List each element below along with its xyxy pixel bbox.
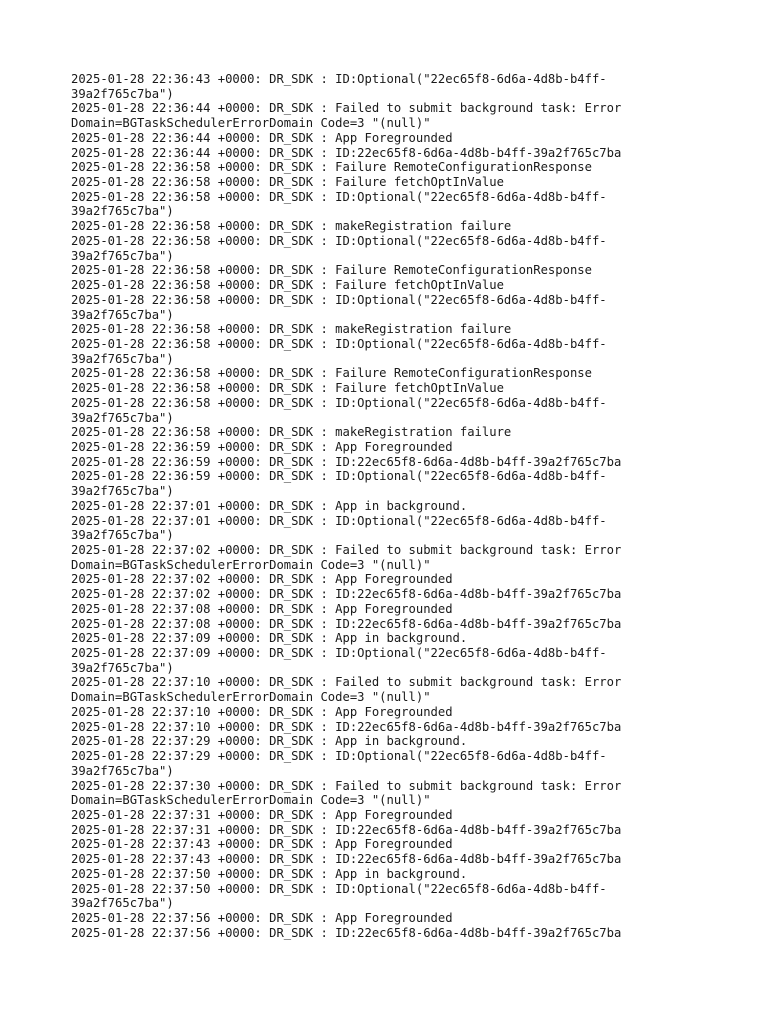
log-line: 2025-01-28 22:36:58 +0000: DR_SDK : makeRegistration failure [71,219,512,234]
log-line: 39a2f765c7ba") [71,660,174,675]
log-line: 2025-01-28 22:37:10 +0000: DR_SDK : Failed to submit background task: Error [71,675,622,690]
log-line: 2025-01-28 22:37:50 +0000: DR_SDK : ID:Optional("22ec65f8-6d6a-4d8b-b4ff- [71,881,607,896]
log-line: 2025-01-28 22:37:30 +0000: DR_SDK : Failed to submit background task: Error [71,778,622,793]
log-line: 39a2f765c7ba") [71,351,174,366]
log-line: 2025-01-28 22:37:09 +0000: DR_SDK : App in background. [71,631,468,646]
log-line: 2025-01-28 22:37:56 +0000: DR_SDK : ID:22ec65f8-6d6a-4d8b-b4ff-39a2f765c7ba [71,925,622,940]
log-line: 2025-01-28 22:36:44 +0000: DR_SDK : Failed to submit background task: Error [71,101,622,116]
log-line: 2025-01-28 22:36:59 +0000: DR_SDK : ID:Optional("22ec65f8-6d6a-4d8b-b4ff- [71,469,607,484]
log-line: 2025-01-28 22:37:10 +0000: DR_SDK : App Foregrounded [71,704,453,719]
log-line: 2025-01-28 22:36:58 +0000: DR_SDK : Failure fetchOptInValue [71,278,504,293]
log-line: 2025-01-28 22:37:29 +0000: DR_SDK : App in background. [71,734,468,749]
log-line: 39a2f765c7ba") [71,484,174,499]
log-line: 2025-01-28 22:36:58 +0000: DR_SDK : ID:Optional("22ec65f8-6d6a-4d8b-b4ff- [71,395,607,410]
log-line: 2025-01-28 22:37:01 +0000: DR_SDK : ID:Optional("22ec65f8-6d6a-4d8b-b4ff- [71,513,607,528]
log-line: 2025-01-28 22:36:44 +0000: DR_SDK : App Foregrounded [71,130,453,145]
log-line: 2025-01-28 22:36:58 +0000: DR_SDK : makeRegistration failure [71,322,512,337]
log-line: 2025-01-28 22:36:59 +0000: DR_SDK : ID:22ec65f8-6d6a-4d8b-b4ff-39a2f765c7ba [71,454,622,469]
log-line: 2025-01-28 22:36:59 +0000: DR_SDK : App Foregrounded [71,439,453,454]
log-line: 2025-01-28 22:37:50 +0000: DR_SDK : App in background. [71,866,468,881]
log-line: 39a2f765c7ba") [71,528,174,543]
log-line: 2025-01-28 22:36:58 +0000: DR_SDK : makeRegistration failure [71,425,512,440]
log-line: 2025-01-28 22:37:10 +0000: DR_SDK : ID:22ec65f8-6d6a-4d8b-b4ff-39a2f765c7ba [71,719,622,734]
log-line: 2025-01-28 22:37:08 +0000: DR_SDK : App Foregrounded [71,601,453,616]
log-line: 2025-01-28 22:37:02 +0000: DR_SDK : App Foregrounded [71,572,453,587]
log-line: 2025-01-28 22:36:58 +0000: DR_SDK : ID:Optional("22ec65f8-6d6a-4d8b-b4ff- [71,233,607,248]
log-line: 2025-01-28 22:36:44 +0000: DR_SDK : ID:22ec65f8-6d6a-4d8b-b4ff-39a2f765c7ba [71,145,622,160]
log-line: 2025-01-28 22:36:43 +0000: DR_SDK : ID:Optional("22ec65f8-6d6a-4d8b-b4ff- [71,72,607,86]
log-line: Domain=BGTaskSchedulerErrorDomain Code=3 "(null)" [71,116,431,131]
log-line: 2025-01-28 22:37:02 +0000: DR_SDK : ID:22ec65f8-6d6a-4d8b-b4ff-39a2f765c7ba [71,587,622,602]
log-line: 39a2f765c7ba") [71,896,174,911]
log-line: 2025-01-28 22:37:31 +0000: DR_SDK : ID:22ec65f8-6d6a-4d8b-b4ff-39a2f765c7ba [71,822,622,837]
log-line: Domain=BGTaskSchedulerErrorDomain Code=3 "(null)" [71,793,431,808]
log-line: 2025-01-28 22:36:58 +0000: DR_SDK : Failure RemoteConfigurationResponse [71,263,592,278]
log-line: 2025-01-28 22:36:58 +0000: DR_SDK : Failure RemoteConfigurationResponse [71,160,592,175]
log-line: 2025-01-28 22:37:29 +0000: DR_SDK : ID:Optional("22ec65f8-6d6a-4d8b-b4ff- [71,749,607,764]
log-line: 2025-01-28 22:36:58 +0000: DR_SDK : ID:Optional("22ec65f8-6d6a-4d8b-b4ff- [71,189,607,204]
log-line: 2025-01-28 22:37:08 +0000: DR_SDK : ID:22ec65f8-6d6a-4d8b-b4ff-39a2f765c7ba [71,616,622,631]
log-line: 2025-01-28 22:36:58 +0000: DR_SDK : Failure fetchOptInValue [71,175,504,190]
log-line: Domain=BGTaskSchedulerErrorDomain Code=3 "(null)" [71,690,431,705]
log-line: 2025-01-28 22:37:43 +0000: DR_SDK : ID:22ec65f8-6d6a-4d8b-b4ff-39a2f765c7ba [71,852,622,867]
log-output [71,72,691,940]
log-line: 39a2f765c7ba") [71,248,174,263]
log-line: 2025-01-28 22:37:09 +0000: DR_SDK : ID:Optional("22ec65f8-6d6a-4d8b-b4ff- [71,646,607,661]
log-line: 2025-01-28 22:37:43 +0000: DR_SDK : App Foregrounded [71,837,453,852]
log-line: 2025-01-28 22:36:58 +0000: DR_SDK : ID:Optional("22ec65f8-6d6a-4d8b-b4ff- [71,336,607,351]
log-line: 2025-01-28 22:37:56 +0000: DR_SDK : App Foregrounded [71,910,453,925]
log-line: 2025-01-28 22:36:58 +0000: DR_SDK : Failure fetchOptInValue [71,381,504,396]
log-line: 39a2f765c7ba") [71,307,174,322]
log-line: 39a2f765c7ba") [71,763,174,778]
log-line: 39a2f765c7ba") [71,410,174,425]
log-line: 2025-01-28 22:36:58 +0000: DR_SDK : Failure RemoteConfigurationResponse [71,366,592,381]
log-line: 2025-01-28 22:37:02 +0000: DR_SDK : Failed to submit background task: Error [71,543,622,557]
log-line: 39a2f765c7ba") [71,86,174,101]
log-line: 39a2f765c7ba") [71,204,174,219]
log-line: 2025-01-28 22:36:58 +0000: DR_SDK : ID:Optional("22ec65f8-6d6a-4d8b-b4ff- [71,292,607,307]
log-line: 2025-01-28 22:37:01 +0000: DR_SDK : App in background. [71,498,468,513]
log-line: Domain=BGTaskSchedulerErrorDomain Code=3 "(null)" [71,557,431,572]
log-line: 2025-01-28 22:37:31 +0000: DR_SDK : App Foregrounded [71,807,453,822]
